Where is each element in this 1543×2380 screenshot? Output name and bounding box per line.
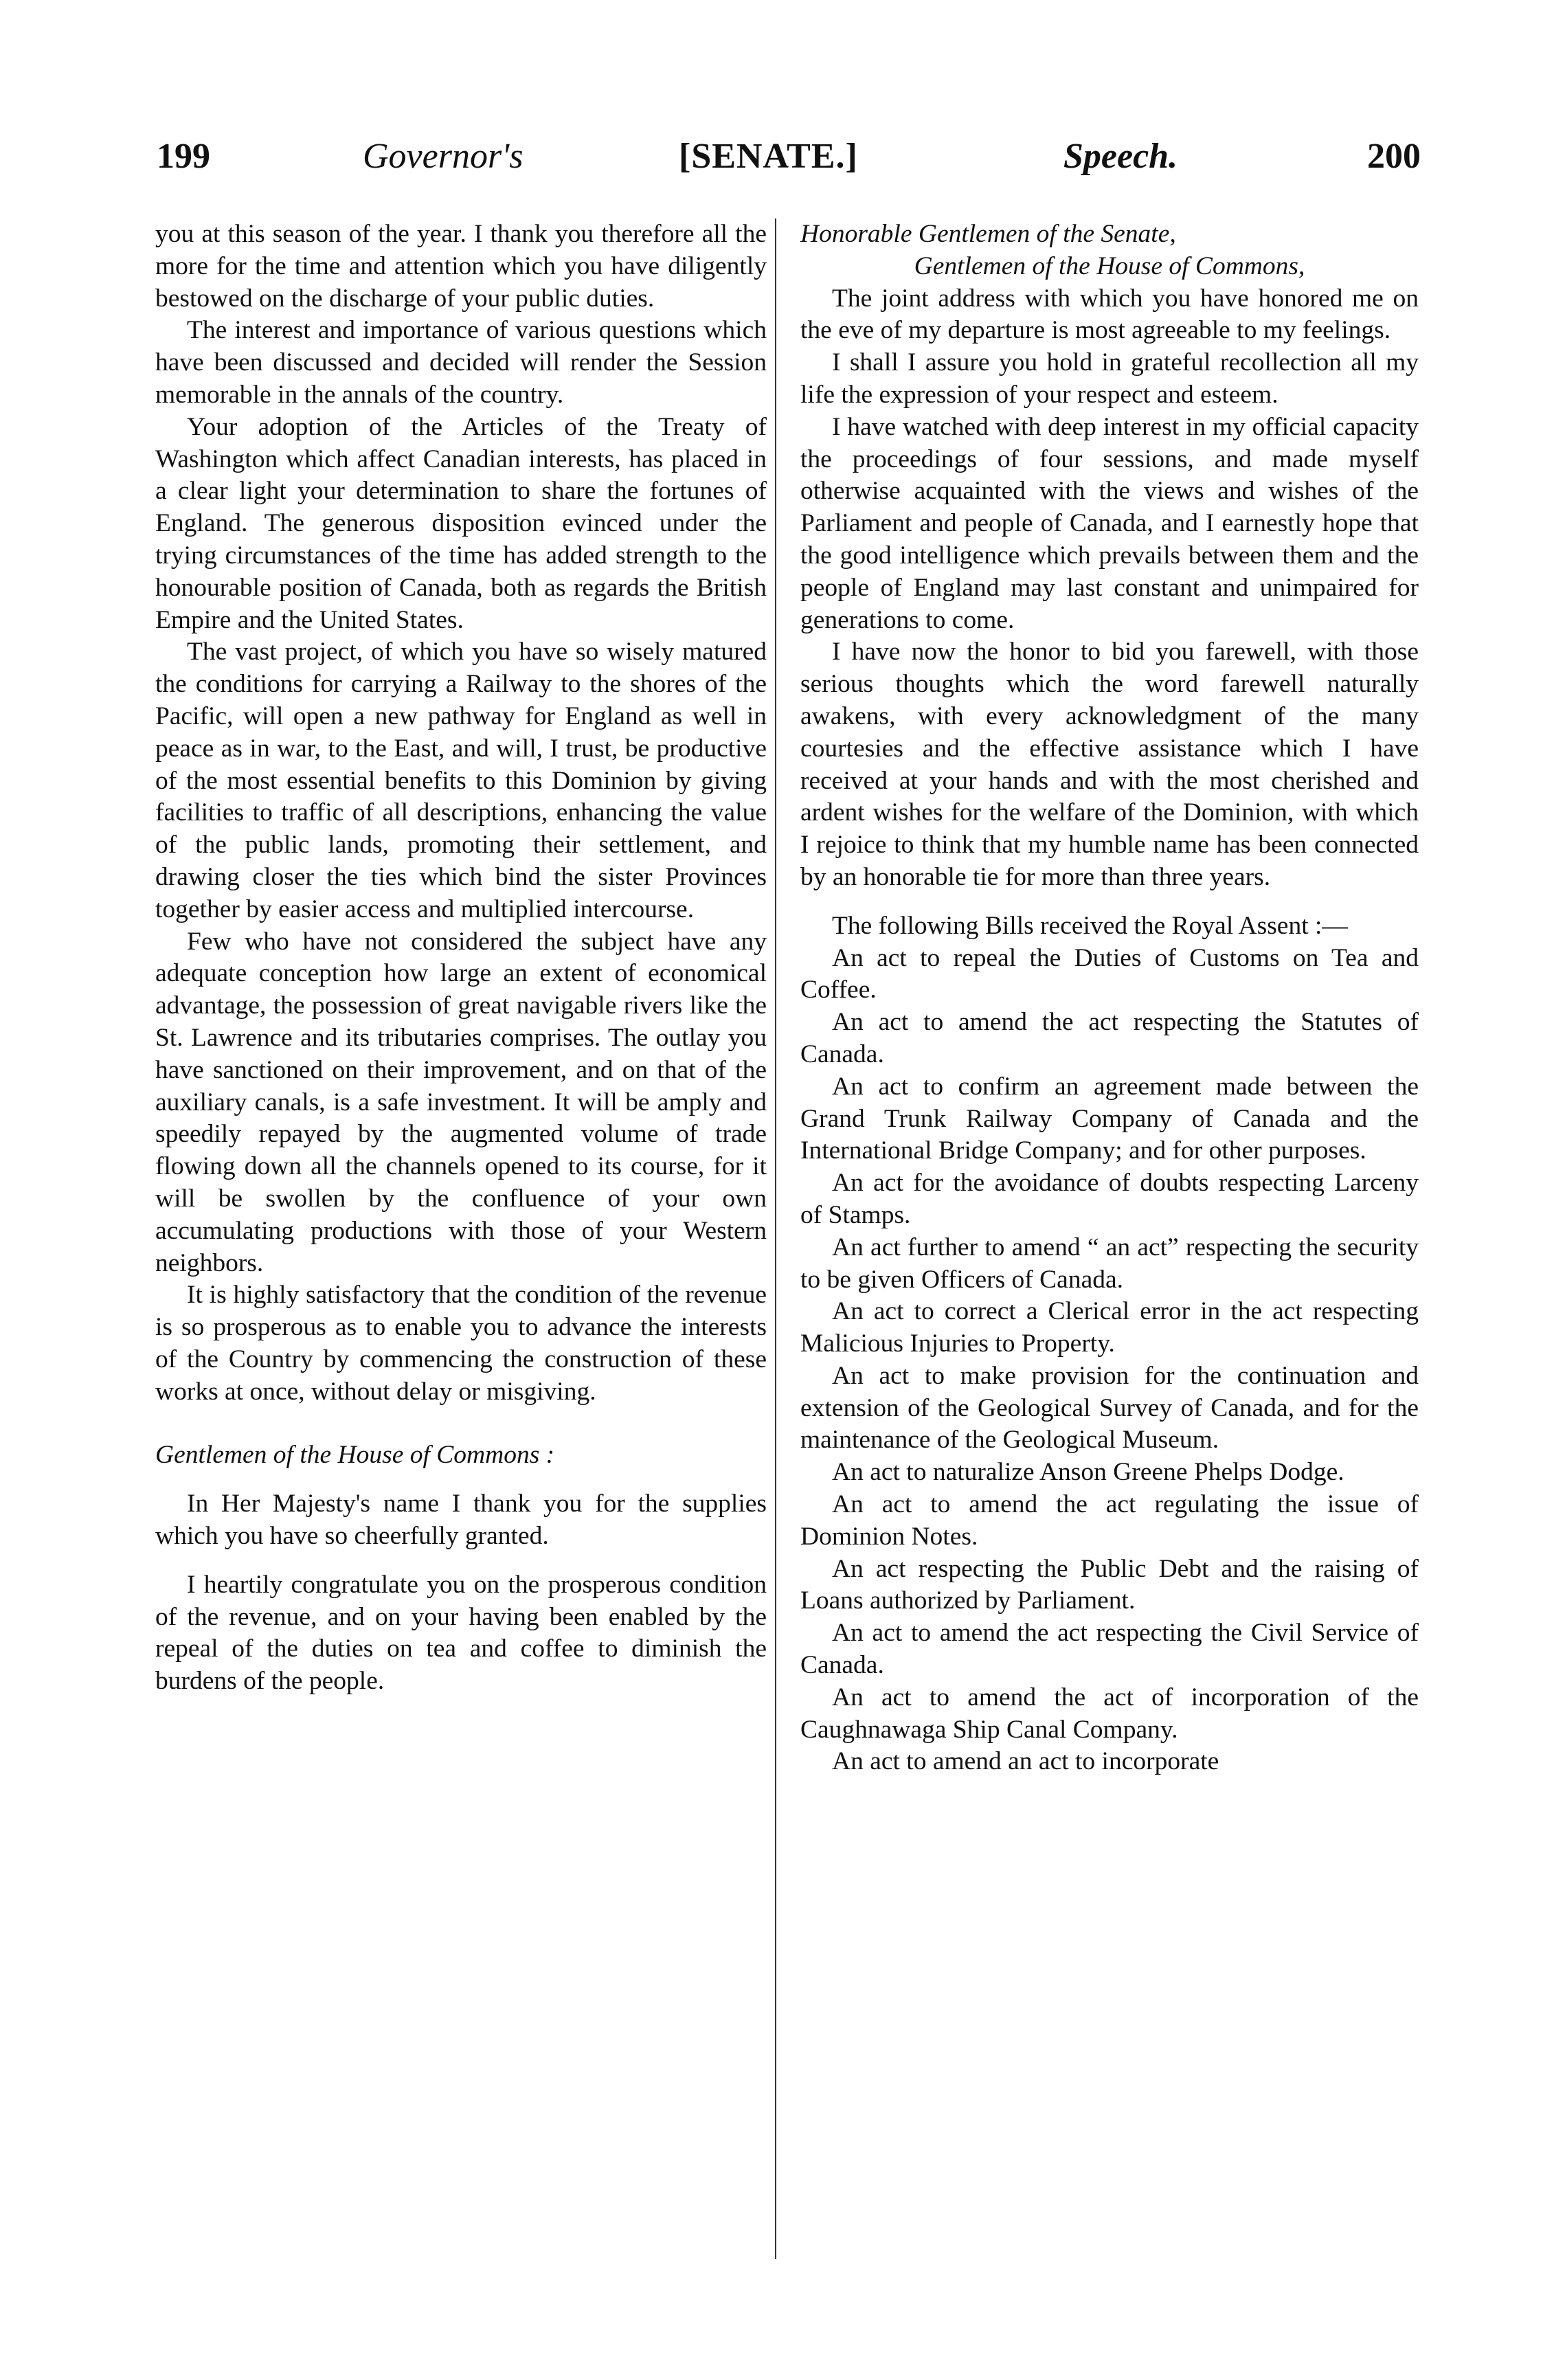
bill-item: An act to amend the act respecting the Civil Service of Canada. — [800, 1619, 1419, 1680]
paragraph: The joint address with which you have honored me on the eve of my departure is most agreeable to my feelings. — [800, 284, 1419, 345]
paragraph: I heartily congratulate you on the prosperous condition of the revenue, and on your having been enabled by the repeal of the duties on tea and coffee to diminish the burdens of the people. — [155, 1570, 767, 1696]
section-heading: Honorable Gentlemen of the Senate, — [800, 220, 1176, 248]
paragraph: I shall I assure you hold in grateful recollection all my life the expression of your respect and esteem. — [800, 348, 1419, 409]
bill-item: An act further to amend “ an act” respecting the security to be given Officers of Canada. — [800, 1233, 1419, 1294]
paragraph: Few who have not considered the subject have any adequate conception how large an extent of economical advantage, the possession of great navigable rivers like the St. Lawrence and its tributaries comprises. The outlay you have sanctioned on their improvement, and on that of the auxiliary canals, is a safe investment. It will be amply and speedily repayed by the augmented volume of trade flowing down all the channels opened to its course, for it will be swollen by the confluence of your own accumulating productions with those of your Western neighbors. — [155, 927, 767, 1277]
bill-item: An act to amend the act of incorporation of the Caughnawaga Ship Canal Company. — [800, 1683, 1419, 1744]
running-head-center: [SENATE.] — [679, 137, 858, 176]
bill-item: An act to amend the act respecting the Statutes of Canada. — [800, 1008, 1419, 1068]
paragraph: you at this season of the year. I thank you therefore all the more for the time and attention which you have diligently bestowed on the discharge of your public duties. — [155, 220, 767, 313]
paragraph: The vast project, of which you have so wisely matured the conditions for carrying a Railway to the shores of the Pacific, will open a new pathway for England as well in peace as in war, to the East, and will, I trust, be productive of the most essential benefits to this Dominion by giving facilities to traffic of all descriptions, enhancing the value of the public lands, promoting their settlement, and drawing closer the ties which bind the sister Provinces together by easier access and multiplied intercourse. — [155, 638, 767, 923]
bill-item: An act to naturalize Anson Greene Phelps Dodge. — [832, 1458, 1344, 1487]
paragraph: In Her Majesty's name I thank you for the supplies which you have so cheerfully granted. — [155, 1490, 767, 1551]
left-column — [155, 218, 767, 1698]
section-heading: Gentlemen of the House of Commons, — [914, 251, 1305, 280]
page-header — [157, 129, 1421, 191]
bill-item: An act to amend an act to incorporate — [832, 1747, 1219, 1776]
page-number-right: 200 — [1367, 137, 1421, 176]
column-divider — [775, 218, 776, 2259]
bill-item: An act for the avoidance of doubts respecting Larceny of Stamps. — [800, 1169, 1419, 1229]
paragraph: I have now the honor to bid you farewell, with those serious thoughts which the word farewell naturally awakens, with every acknowledgment of the many courtesies and the effective assistance which I have received at your hands and with the most cherished and ardent wishes for the welfare of the Dominion, with which I rejoice to think that my humble name has been connected by an honorable tie for more than three years. — [800, 638, 1419, 891]
running-head-right: Speech. — [1063, 137, 1178, 176]
bill-item: An act to make provision for the continuation and extension of the Geological Survey of Canada, and for the maintenance of the Geological Museum. — [800, 1361, 1419, 1455]
running-head-left: Governor's — [363, 137, 523, 176]
paragraph: I have watched with deep interest in my official capacity the proceedings of four sessions, and made myself otherwise acquainted with the views and wishes of the Parliament and people of Canada, and I earnestly hope that the good intelligence which prevails between them and the people of England may last constant and unimpaired for generations to come. — [800, 412, 1419, 634]
bill-item: An act respecting the Public Debt and the raising of Loans authorized by Parliament. — [800, 1554, 1419, 1615]
right-column — [800, 218, 1419, 1778]
paragraph: Your adoption of the Articles of the Treaty of Washington which affect Canadian interests, has placed in a clear light your determination to share the fortunes of England. The generous disposition evinced under the trying circumstances of the time has added strength to the honourable position of Canada, both as regards the British Empire and the United States. — [155, 412, 767, 634]
paragraph: The interest and importance of various questions which have been discussed and decided will render the Session memorable in the annals of the country. — [155, 316, 767, 409]
bill-item: An act to repeal the Duties of Customs on Tea and Coffee. — [800, 943, 1419, 1004]
bill-item: An act to correct a Clerical error in the act respecting Malicious Injuries to Property. — [800, 1297, 1419, 1358]
paragraph: It is highly satisfactory that the condition of the revenue is so prosperous as to enable you to advance the interests of the Country by commencing the construction of these works at once, without delay or misgiving. — [155, 1281, 767, 1406]
section-heading: Gentlemen of the House of Commons : — [155, 1441, 555, 1470]
bill-item: An act to amend the act regulating the issue of Dominion Notes. — [800, 1490, 1419, 1551]
paragraph: The following Bills received the Royal Assent :— — [832, 911, 1348, 940]
page-number-left: 199 — [157, 137, 210, 176]
bill-item: An act to confirm an agreement made between the Grand Trunk Railway Company of Canada and the International Bridge Company; and for other purposes. — [800, 1072, 1419, 1165]
